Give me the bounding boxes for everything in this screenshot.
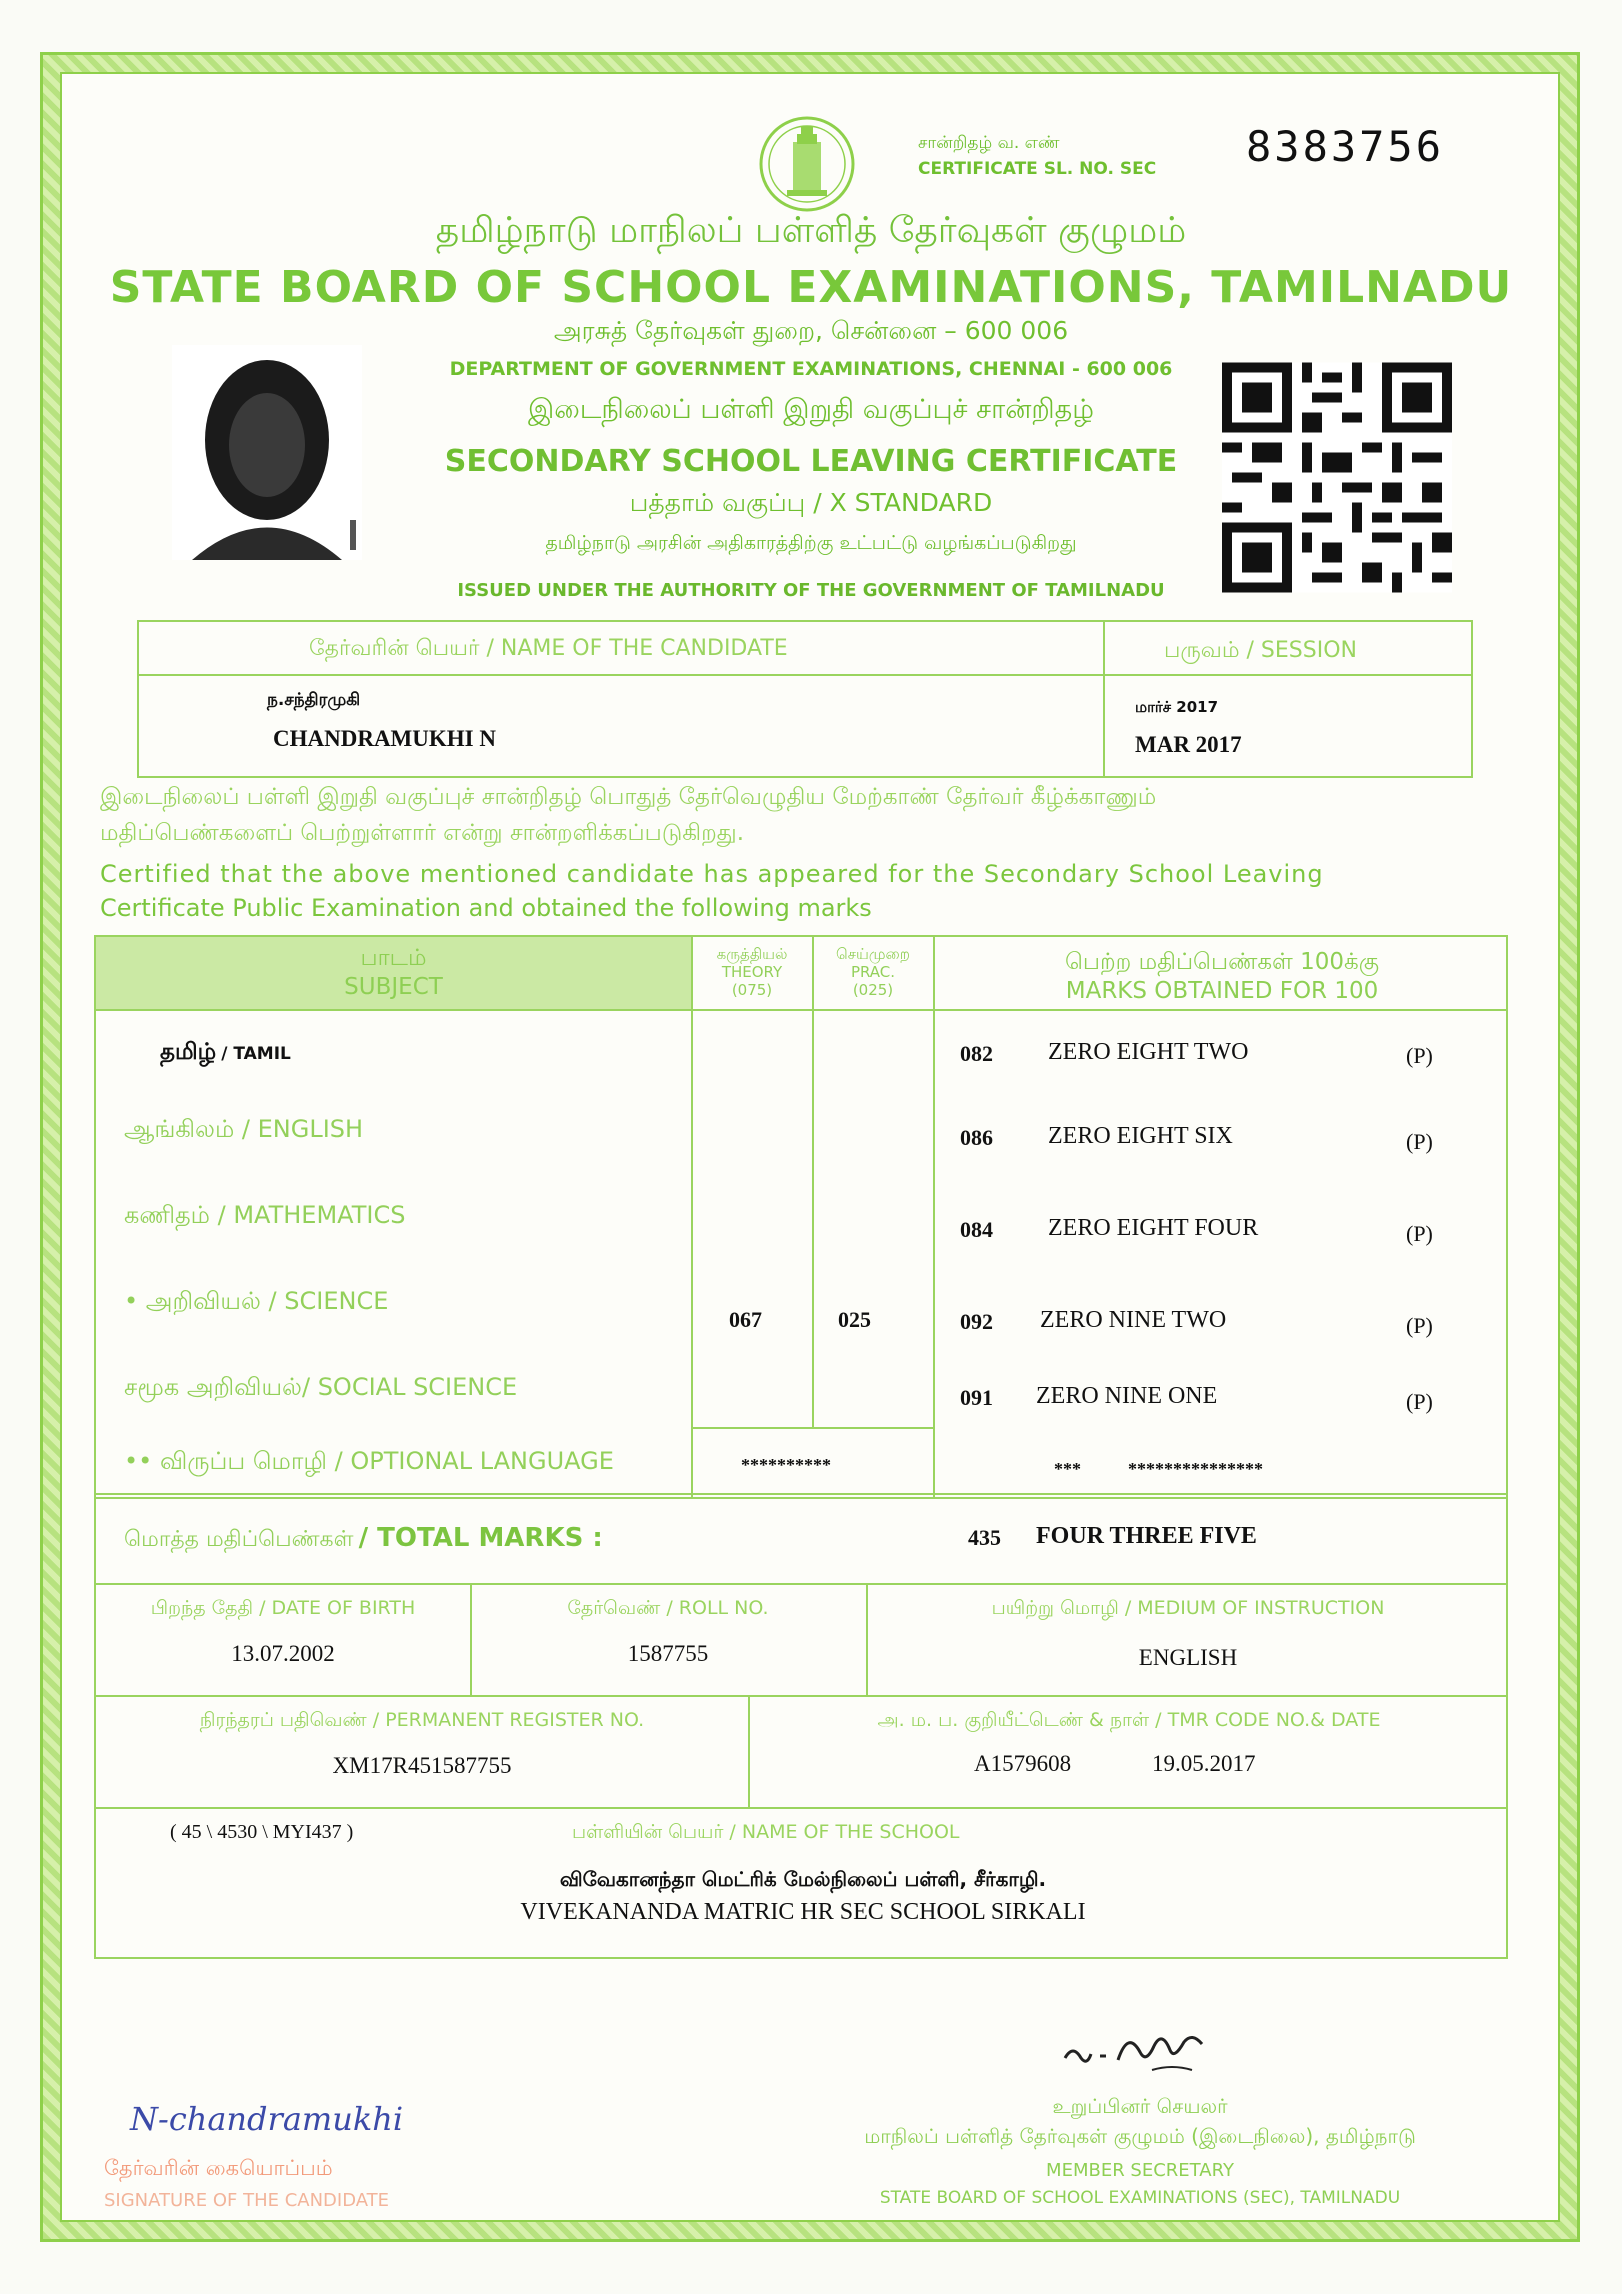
candidate-photo (172, 345, 362, 560)
candidate-name-tamil: ந.சந்திரமுகி (267, 690, 361, 710)
prac-header: செய்முறை PRAC. (025) (836, 945, 910, 999)
school-name-tamil: விவேகானந்தா மெட்ரிக் மேல்நிலைப் பள்ளி, சீர்காழி. (559, 1867, 1047, 1891)
tamil-result: (P) (1406, 1043, 1433, 1068)
tmr-label: அ. ம. ப. குறியீட்டெண் & நாள் / TMR CODE NO.& DATE (877, 1709, 1381, 1731)
english-result: (P) (1406, 1129, 1433, 1154)
secretary-title: MEMBER SECRETARY (1046, 2160, 1234, 2181)
subject-row-science: • அறிவியல் / SCIENCE (124, 1287, 389, 1315)
session: MAR 2017 (1135, 732, 1242, 757)
subject-header: பாடம் SUBJECT (344, 945, 443, 1000)
roll-number: 1587755 (627, 1641, 709, 1666)
social-science-marks: 091 (960, 1385, 993, 1410)
tamil-marks: 082 (960, 1041, 993, 1066)
certificate-number-label: சான்றிதழ் வ. எண் CERTIFICATE SL. NO. SEC (918, 133, 1157, 179)
certificate-title: SECONDARY SCHOOL LEAVING CERTIFICATE (444, 444, 1178, 479)
candidate-signature-label-tamil: தேர்வரின் கையொப்பம் (104, 2156, 333, 2180)
authority-tamil: தமிழ்நாடு அரசின் அதிகாரத்திற்கு உட்பட்டு வழங்கப்படுகிறது (545, 532, 1077, 554)
optional-theory-prac: ********** (741, 1455, 831, 1475)
mathematics-marks: 084 (960, 1217, 993, 1242)
certificate-title-tamil: இடைநிலைப் பள்ளி இறுதி வகுப்புச் சான்றிதழ் (528, 394, 1094, 425)
english-marks: 086 (960, 1125, 993, 1150)
subject-row-english: ஆங்கிலம் / ENGLISH (124, 1115, 364, 1143)
total-marks-words: FOUR THREE FIVE (1036, 1523, 1257, 1549)
secretary-title-tamil: உறுப்பினர் செயலர் (1052, 2094, 1228, 2118)
theory-header: கருத்தியல் THEORY (075) (716, 945, 788, 999)
certified-text-2: Certificate Public Examination and obtained the following marks (100, 894, 872, 922)
total-marks: 435 (968, 1525, 1001, 1550)
science-marks: 092 (960, 1309, 993, 1334)
tmr-code: A1579608 (974, 1751, 1072, 1776)
school-code: ( 45 \ 4530 \ MYI437 ) (170, 1821, 354, 1843)
subject-row-social-science: சமூக அறிவியல்/ SOCIAL SCIENCE (124, 1373, 518, 1401)
info-table (94, 1585, 1508, 1959)
dob: 13.07.2002 (231, 1641, 335, 1666)
optional-marks: *** (1054, 1459, 1081, 1479)
medium-label: பயிற்று மொழி / MEDIUM OF INSTRUCTION (991, 1597, 1385, 1619)
subject-row-optional-language: •• விருப்ப மொழி / OPTIONAL LANGUAGE (124, 1447, 614, 1475)
tamil-marks-words: ZERO EIGHT TWO (1048, 1039, 1249, 1065)
certified-text-1: Certified that the above mentioned candidate has appeared for the Secondary School Leaving (100, 860, 1324, 888)
science-theory-marks: 067 (729, 1307, 762, 1332)
english-marks-words: ZERO EIGHT SIX (1048, 1123, 1233, 1149)
authority: ISSUED UNDER THE AUTHORITY OF THE GOVERNMENT OF TAMILNADU (457, 580, 1165, 601)
candidate-signature-label: SIGNATURE OF THE CANDIDATE (104, 2190, 390, 2211)
marks-obtained-header: பெற்ற மதிப்பெண்கள் 100க்கு MARKS OBTAINED FOR 100 (1064, 949, 1380, 1004)
medium: ENGLISH (1138, 1645, 1238, 1670)
certified-text-tamil-1: இடைநிலைப் பள்ளி இறுதி வகுப்புச் சான்றிதழ் பொதுத் தேர்வெழுதிய மேற்காண் தேர்வர் கீழ்க்காணும் (100, 784, 1157, 810)
total-row (94, 1495, 1508, 1585)
total-label: மொத்த மதிப்பெண்கள் / TOTAL MARKS : (124, 1523, 603, 1553)
certificate-number: 8383756 (1246, 122, 1445, 171)
certified-text-tamil-2: மதிப்பெண்களைப் பெற்றுள்ளார் என்று சான்றளிக்கப்படுகிறது. (100, 820, 745, 846)
subject-row-tamil: தமிழ் / TAMIL (160, 1039, 291, 1065)
candidate-name-label: தேர்வரின் பெயர் / NAME OF THE CANDIDATE (309, 636, 788, 661)
roll-label: தேர்வெண் / ROLL NO. (567, 1597, 769, 1619)
mathematics-result: (P) (1406, 1221, 1433, 1246)
subject-row-mathematics: கணிதம் / MATHEMATICS (124, 1201, 406, 1229)
social-science-marks-words: ZERO NINE ONE (1036, 1383, 1218, 1409)
marks-table (94, 935, 1508, 1495)
dob-label: பிறந்த தேதி / DATE OF BIRTH (150, 1597, 416, 1619)
board-name-tamil: தமிழ்நாடு மாநிலப் பள்ளித் தேர்வுகள் குழுமம் (435, 210, 1187, 251)
secretary-board: STATE BOARD OF SCHOOL EXAMINATIONS (SEC), TAMILNADU (879, 2188, 1401, 2208)
secretary-board-tamil: மாநிலப் பள்ளித் தேர்வுகள் குழுமம் (இடைநிலை), தமிழ்நாடு (864, 2124, 1416, 2148)
candidate-name: CHANDRAMUKHI N (273, 726, 496, 751)
department: DEPARTMENT OF GOVERNMENT EXAMINATIONS, CHENNAI - 600 006 (449, 358, 1173, 380)
science-result: (P) (1406, 1313, 1433, 1338)
board-name: STATE BOARD OF SCHOOL EXAMINATIONS, TAMILNADU (109, 262, 1513, 313)
state-emblem-icon (757, 112, 857, 222)
science-marks-words: ZERO NINE TWO (1040, 1307, 1227, 1333)
session-tamil: மார்ச் 2017 (1135, 698, 1219, 716)
qr-code (1222, 360, 1452, 595)
school-label: பள்ளியின் பெயர் / NAME OF THE SCHOOL (572, 1821, 960, 1843)
optional-marks-words: *************** (1128, 1459, 1263, 1479)
social-science-result: (P) (1406, 1389, 1433, 1414)
mathematics-marks-words: ZERO EIGHT FOUR (1048, 1215, 1259, 1241)
candidate-signature: N-chandramukhi (130, 2100, 404, 2138)
session-label: பருவம் / SESSION (1164, 638, 1357, 663)
register-label: நிரந்தரப் பதிவெண் / PERMANENT REGISTER NO. (199, 1709, 645, 1731)
secretary-signature (1060, 2020, 1220, 2080)
candidate-details-box (137, 620, 1473, 778)
department-tamil: அரசுத் தேர்வுகள் துறை, சென்னை – 600 006 (553, 316, 1069, 345)
school-name: VIVEKANANDA MATRIC HR SEC SCHOOL SIRKALI (520, 1899, 1086, 1925)
tmr-date: 19.05.2017 (1152, 1751, 1256, 1776)
standard: பத்தாம் வகுப்பு / X STANDARD (629, 488, 993, 517)
science-prac-marks: 025 (838, 1307, 871, 1332)
register-number: XM17R451587755 (332, 1753, 512, 1778)
